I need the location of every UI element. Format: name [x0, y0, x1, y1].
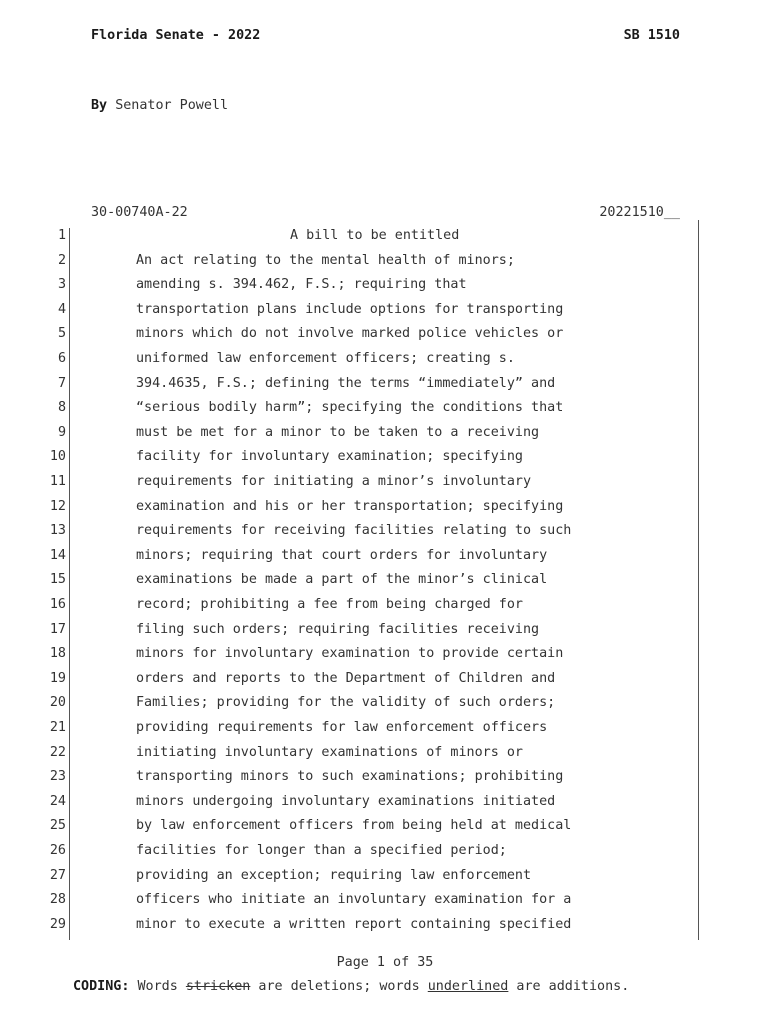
- bill-line: [0, 691, 770, 716]
- line-number: 20: [49, 695, 66, 711]
- line-number: 26: [49, 843, 66, 858]
- bill-line: [0, 667, 770, 692]
- line-text: “serious bodily harm”; specifying the conditions that: [136, 400, 564, 416]
- line-number: 11: [49, 474, 66, 489]
- coding-words: Words: [129, 979, 186, 994]
- bill-line: [0, 716, 770, 741]
- bill-line: [0, 445, 770, 470]
- line-text: providing an exception; requiring law enforcement: [136, 867, 532, 883]
- line-number: 27: [49, 867, 66, 883]
- line-text: facility for involuntary examination; specifying: [136, 449, 523, 465]
- line-number: 28: [49, 892, 66, 908]
- sponsor-name: Senator Powell: [115, 98, 229, 113]
- bill-line: [0, 593, 770, 618]
- bill-line: [0, 372, 770, 397]
- line-number: 7: [57, 375, 66, 391]
- bill-line: [0, 618, 770, 643]
- coding-legend: [73, 979, 629, 994]
- line-number: 1: [57, 228, 66, 243]
- coding-end: are additions.: [508, 979, 630, 994]
- bill-line: [0, 888, 770, 913]
- line-number: 2: [57, 252, 66, 268]
- bill-line: [0, 741, 770, 766]
- bill-line: [0, 396, 770, 421]
- bill-line: [0, 839, 770, 864]
- line-text: filing such orders; requiring facilities receiving: [136, 621, 540, 637]
- line-number: 21: [49, 720, 66, 735]
- header-bill-number: SB 1510: [623, 28, 680, 43]
- line-number: 24: [49, 793, 66, 809]
- bill-line: [0, 249, 770, 274]
- line-text: requirements for receiving facilities relating to such: [136, 523, 572, 539]
- coding-label: CODING:: [73, 979, 130, 994]
- line-text: by law enforcement officers from being held at medical: [136, 818, 572, 834]
- bill-line: [0, 544, 770, 569]
- line-number: 25: [49, 818, 66, 834]
- bill-line: [0, 519, 770, 544]
- bill-line: [0, 913, 770, 938]
- bill-line: [0, 814, 770, 839]
- bill-text-body: [0, 224, 770, 942]
- line-text: transporting minors to such examinations; prohibiting: [136, 769, 564, 785]
- line-text: record; prohibiting a fee from being charged for: [136, 597, 523, 612]
- line-text: minors; requiring that court orders for involuntary: [136, 547, 548, 563]
- line-number: 14: [49, 547, 66, 563]
- bill-line: [0, 224, 770, 249]
- line-text: A bill to be entitled: [290, 228, 460, 243]
- document-code: 20221510__: [599, 205, 680, 220]
- bill-line: [0, 470, 770, 495]
- line-text: examination and his or her transportation; specifying: [136, 498, 564, 514]
- line-number: 3: [57, 277, 66, 293]
- line-text: officers who initiate an involuntary examination for a: [136, 892, 572, 908]
- line-number: 18: [49, 646, 66, 662]
- line-text: examinations be made a part of the minor’s clinical: [136, 572, 548, 588]
- line-text: An act relating to the mental health of minors;: [136, 252, 515, 268]
- line-number: 22: [49, 744, 66, 760]
- line-number: 15: [49, 572, 66, 588]
- bill-line: [0, 568, 770, 593]
- bill-line: [0, 495, 770, 520]
- line-number: 29: [49, 916, 66, 932]
- bill-line: [0, 765, 770, 790]
- line-text: amending s. 394.462, F.S.; requiring that: [136, 277, 467, 293]
- bill-line: [0, 298, 770, 323]
- line-number: 9: [57, 424, 66, 440]
- line-text: Families; providing for the validity of such orders;: [136, 695, 556, 711]
- line-text: minors undergoing involuntary examinations initiated: [136, 793, 556, 809]
- line-text: requirements for initiating a minor’s involuntary: [136, 474, 532, 489]
- sponsor-line: [91, 98, 228, 113]
- line-text: minors for involuntary examination to provide certain: [136, 646, 564, 662]
- line-number: 12: [49, 498, 66, 514]
- line-number: 4: [57, 301, 66, 317]
- line-text: transportation plans include options for transporting: [136, 301, 564, 317]
- coding-underlined-sample: underlined: [427, 979, 509, 994]
- line-text: 394.4635, F.S.; defining the terms “immediately” and: [136, 375, 556, 391]
- line-number: 10: [49, 449, 66, 465]
- bill-line: [0, 864, 770, 889]
- bill-line: [0, 273, 770, 298]
- line-text: orders and reports to the Department of Children and: [136, 670, 556, 686]
- line-number: 17: [49, 621, 66, 637]
- line-text: minor to execute a written report containing specified: [136, 916, 572, 932]
- line-text: uniformed law enforcement officers; creating s.: [136, 351, 515, 366]
- line-text: initiating involuntary examinations of minors or: [136, 744, 523, 760]
- line-number: 5: [57, 326, 66, 342]
- bill-line: [0, 790, 770, 815]
- line-number: 16: [49, 597, 66, 612]
- line-number: 23: [49, 769, 66, 785]
- sponsor-by-label: By: [91, 98, 108, 113]
- bill-line: [0, 322, 770, 347]
- line-text: providing requirements for law enforcement officers: [136, 720, 548, 735]
- line-number: 19: [49, 670, 66, 686]
- line-text: minors which do not involve marked police vehicles or: [136, 326, 564, 342]
- page-indicator: Page 1 of 35: [336, 955, 434, 970]
- header-chamber: Florida Senate - 2022: [91, 28, 261, 43]
- line-text: must be met for a minor to be taken to a receiving: [136, 424, 540, 440]
- coding-mid: are deletions; words: [250, 979, 428, 994]
- bill-line: [0, 421, 770, 446]
- line-number: 8: [57, 400, 66, 416]
- line-number: 13: [49, 523, 66, 539]
- line-text: facilities for longer than a specified period;: [136, 843, 507, 858]
- coding-stricken-sample: stricken: [185, 979, 251, 994]
- bill-line: [0, 642, 770, 667]
- bill-line: [0, 347, 770, 372]
- line-number: 6: [57, 351, 66, 366]
- document-number: 30-00740A-22: [91, 205, 188, 220]
